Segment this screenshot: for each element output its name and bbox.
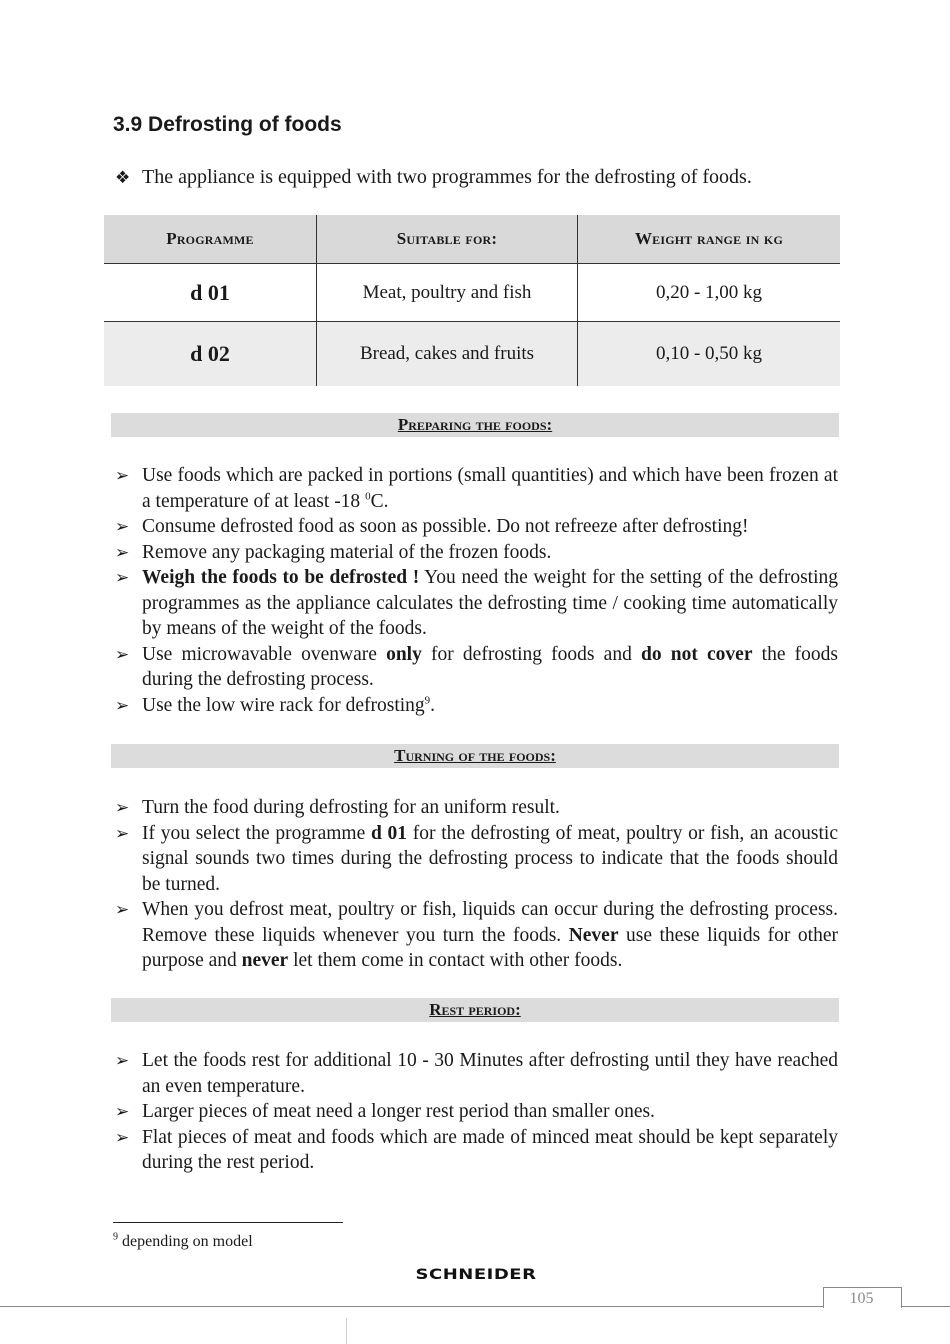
table-row xyxy=(104,264,840,322)
table-row xyxy=(104,322,840,387)
intro-text: The appliance is equipped with two programmes for the defrosting of foods. xyxy=(142,166,752,188)
turning-list xyxy=(115,795,838,974)
list-item: ➢ Larger pieces of meat need a longer rest period than smaller ones. xyxy=(115,1099,838,1125)
footer-rule xyxy=(0,1306,950,1307)
arrow-bullet-icon: ➢ xyxy=(115,1102,130,1121)
arrow-bullet-icon: ➢ xyxy=(115,517,130,536)
preparing-list xyxy=(115,463,838,718)
arrow-bullet-icon: ➢ xyxy=(115,644,130,664)
arrow-bullet-icon: ➢ xyxy=(115,900,130,919)
weight-range-cell: 0,10 - 0,50 kg xyxy=(578,322,841,387)
page-number: 105 xyxy=(849,1290,874,1307)
arrow-bullet-icon: ➢ xyxy=(115,542,130,562)
list-item: ➢ When you defrost meat, poultry or fish, liquids can occur during the defrosting process. Remove these liquids whenever you turn the foods. Never use these liquids for other purpose and never let them come in contact with other foods. xyxy=(115,899,838,971)
table-header-row xyxy=(104,215,840,264)
turning-section-header: Turning of the foods: xyxy=(111,744,839,768)
list-item: ➢ Use the low wire rack for defrosting$^9$. xyxy=(115,693,838,719)
table-header-programme: Programme xyxy=(104,215,317,264)
suitable-for-cell: Bread, cakes and fruits xyxy=(317,322,578,387)
list-item: ➢ If you select the programme d 01 for the defrosting of meat, poultry or fish, an acoustic signal sounds two times during the defrosting process to indicate that the foods should be turned. xyxy=(115,822,838,895)
arrow-bullet-icon: ➢ xyxy=(115,798,130,817)
footnote: $^9$ depending on model xyxy=(113,1231,253,1250)
preparing-section-header: Preparing the foods: xyxy=(111,413,839,437)
table-header-weight: Weight range in kg xyxy=(578,215,841,264)
diamond-bullet-icon: ❖ xyxy=(115,168,131,187)
rest-list xyxy=(115,1048,838,1176)
list-item: ➢ Flat pieces of meat and foods which are made of minced meat should be kept separately during the rest period. xyxy=(115,1126,838,1173)
arrow-bullet-icon: ➢ xyxy=(115,695,130,715)
intro-paragraph xyxy=(115,164,835,191)
list-item: ➢ Let the foods rest for additional 10 - 30 Minutes after defrosting until they have reached an even temperature. xyxy=(115,1050,838,1097)
arrow-bullet-icon: ➢ xyxy=(115,1051,130,1070)
list-item: ➢ Turn the food during defrosting for an uniform result. xyxy=(115,795,838,821)
programme-code: d 01 xyxy=(104,264,317,322)
arrow-bullet-icon: ➢ xyxy=(115,466,130,485)
programme-code: d 02 xyxy=(104,322,317,387)
programme-table xyxy=(104,215,840,386)
footnote-ref: 9 xyxy=(424,694,431,706)
list-item: ➢ Remove any packaging material of the frozen foods. xyxy=(115,540,838,566)
weight-range-cell: 0,20 - 1,00 kg xyxy=(578,264,841,322)
list-item: ➢ Weigh the foods to be defrosted ! You need the weight for the setting of the defrosting programmes as the appliance calculates the defrosting time / cooking time automatically by means of the weight of the foods. xyxy=(115,567,838,639)
section-heading: 3.9 Defrosting of foods xyxy=(113,113,342,136)
arrow-bullet-icon: ➢ xyxy=(115,1127,130,1147)
list-item: ➢ Use microwavable ovenware only for defrosting foods and do not cover the foods during the defrosting process. xyxy=(115,643,838,690)
brand-logo: SCHNEIDER xyxy=(415,1266,537,1283)
scan-edge-mark xyxy=(346,1318,347,1344)
suitable-for-cell: Meat, poultry and fish xyxy=(317,264,578,322)
arrow-bullet-icon: ➢ xyxy=(115,568,130,587)
table-header-suitable: Suitable for: xyxy=(317,215,578,264)
list-item: ➢ Use foods which are packed in portions (small quantities) and which have been frozen at a temperature of at least -18 $^0$C. xyxy=(115,465,838,512)
rest-section-header: Rest period: xyxy=(111,998,839,1022)
list-item: ➢ Consume defrosted food as soon as possible. Do not refreeze after defrosting! xyxy=(115,514,838,540)
footnote-divider xyxy=(113,1222,343,1223)
arrow-bullet-icon: ➢ xyxy=(115,823,130,843)
